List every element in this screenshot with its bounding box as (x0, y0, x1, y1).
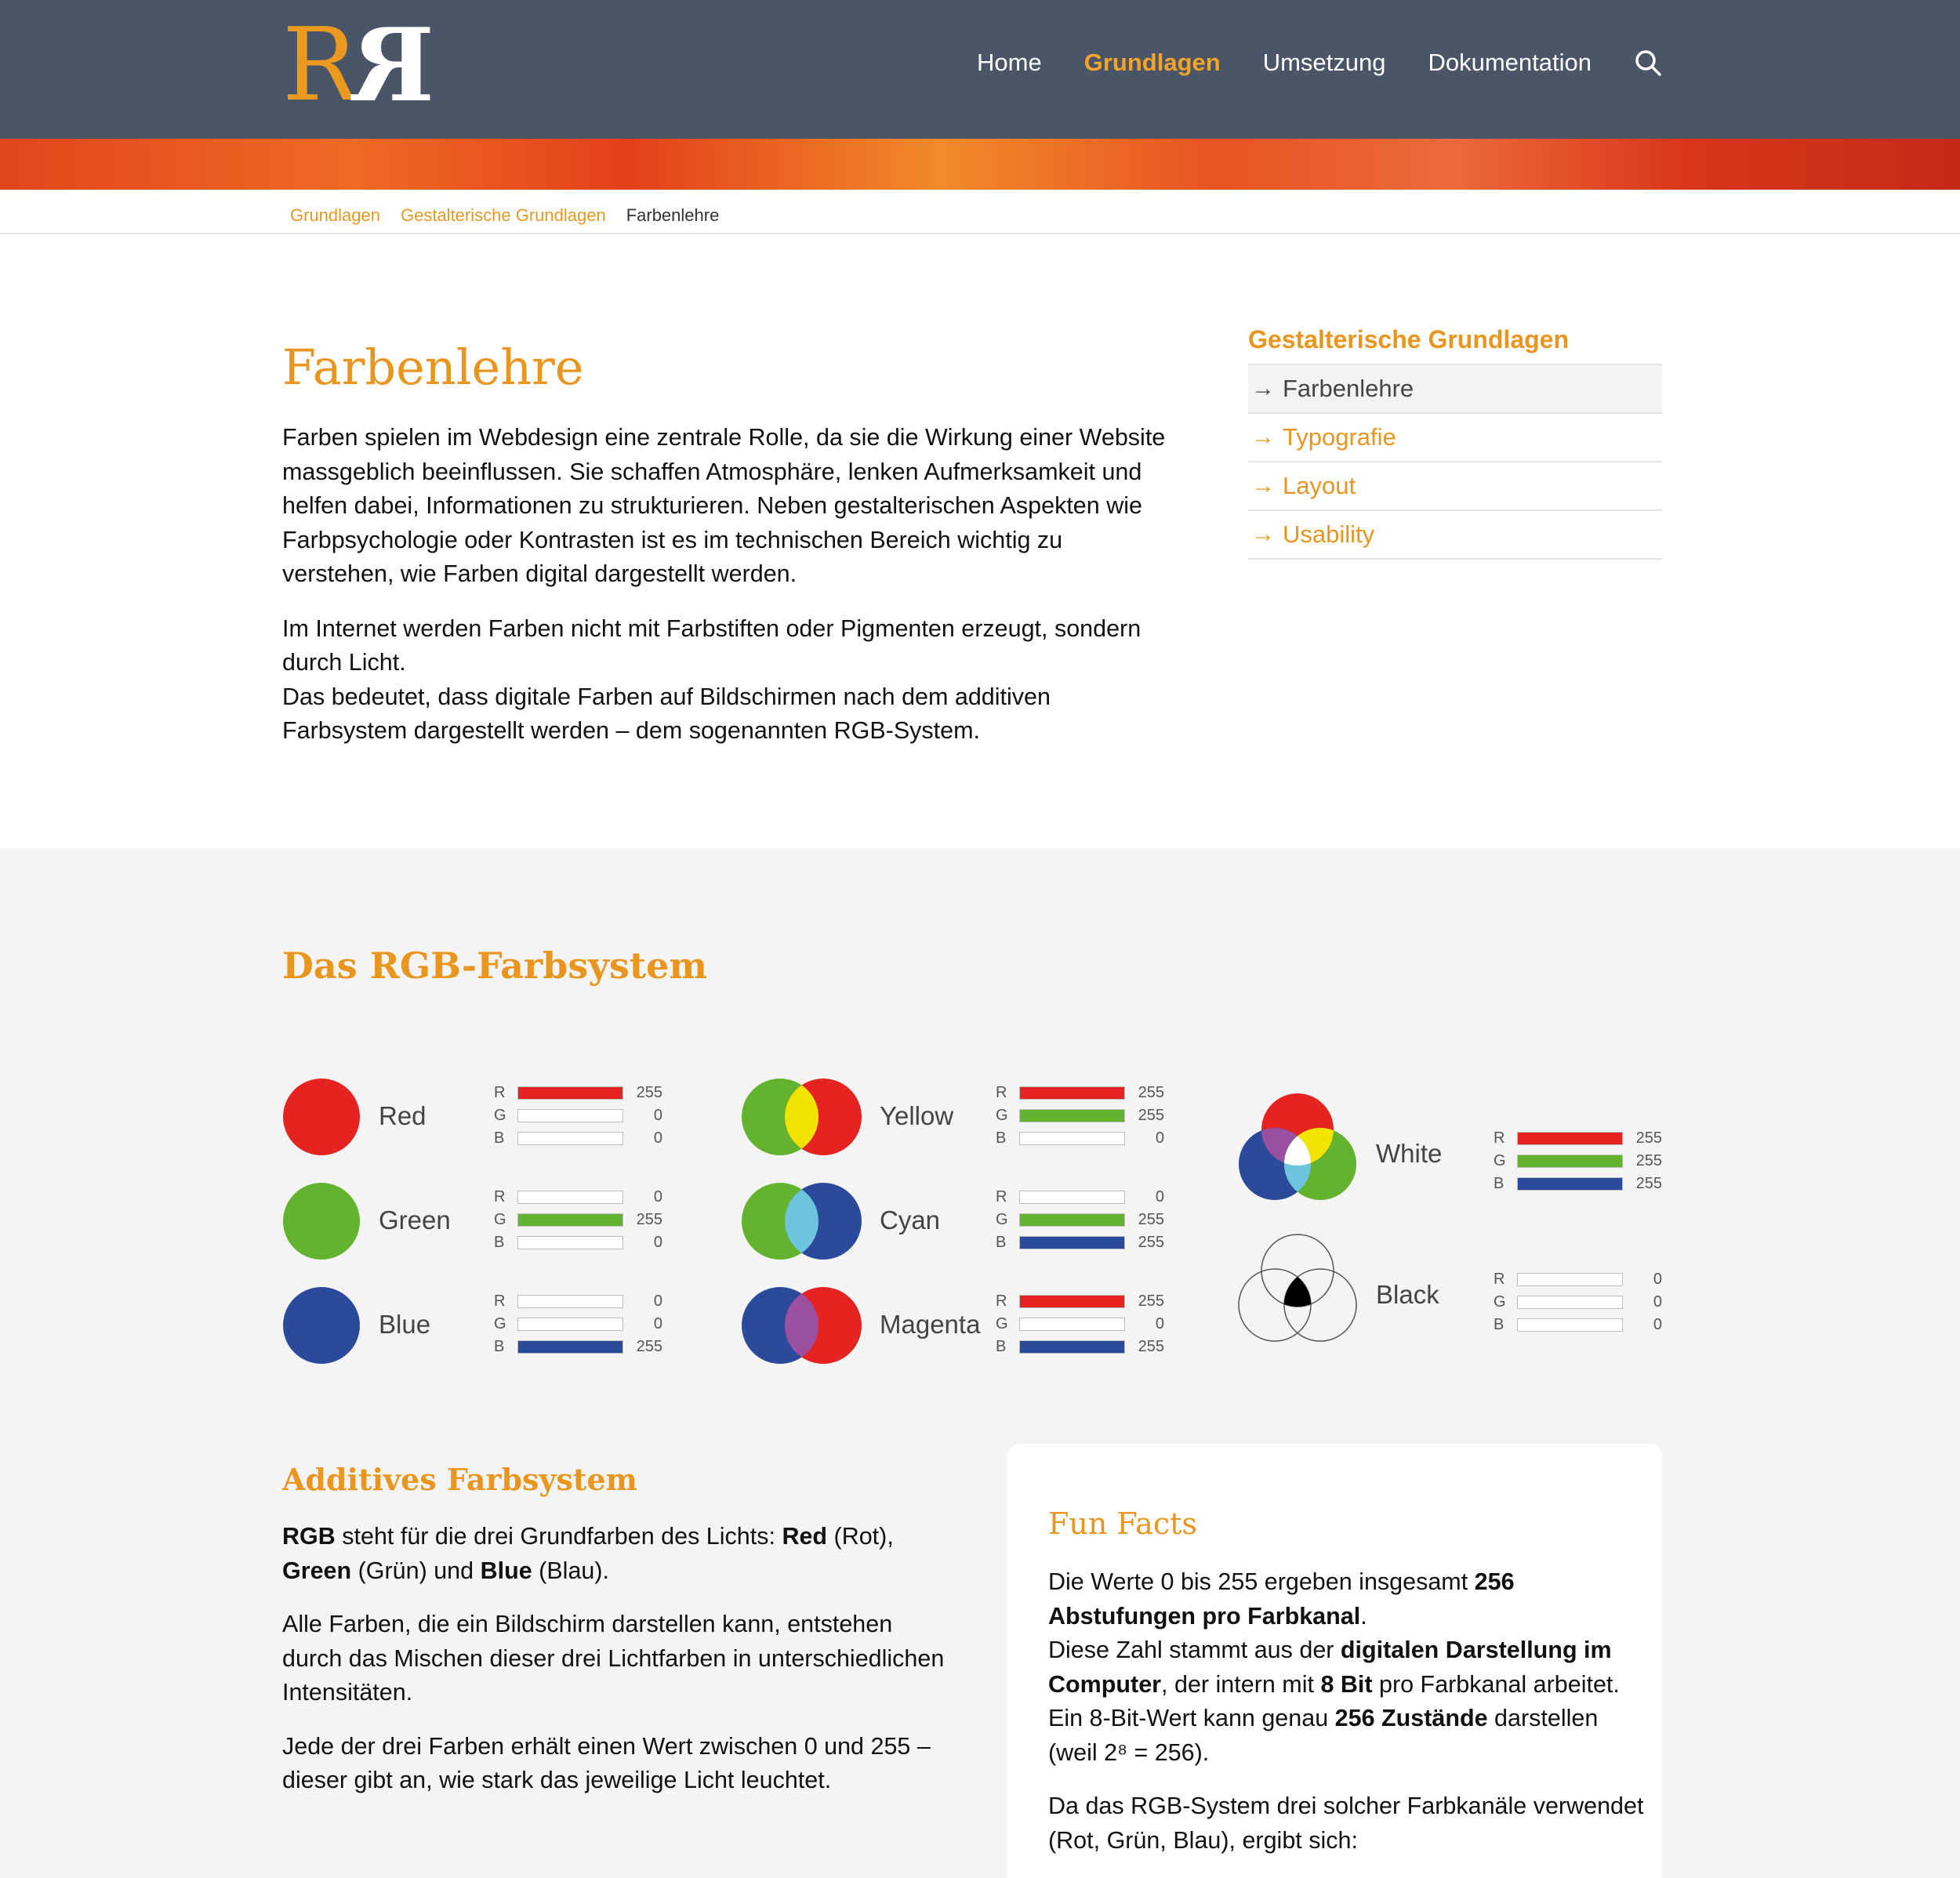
white-label: White (1376, 1139, 1443, 1168)
yellow-rgb-values (996, 1082, 1164, 1150)
intro-paragraph-2 (282, 612, 1168, 749)
logo-letter-right: R (351, 7, 435, 125)
channel-value: 255 (636, 1084, 662, 1101)
nav-umsetzung[interactable]: Umsetzung (1262, 49, 1386, 76)
channel-label: B (1494, 1175, 1504, 1192)
main-nav (977, 49, 1662, 77)
sidebar-nav (1248, 325, 1662, 560)
channel-label: B (996, 1129, 1007, 1147)
channel-bar (1019, 1295, 1125, 1308)
channel-value: 255 (1635, 1152, 1662, 1169)
channel-bar (1517, 1296, 1623, 1309)
channel-label: G (494, 1107, 506, 1124)
site-logo[interactable] (282, 7, 435, 125)
red-swatch-icon (282, 1078, 361, 1156)
channel-value: 255 (1138, 1234, 1164, 1251)
channel-bar (517, 1236, 623, 1249)
arrow-right-icon: → (1251, 375, 1275, 401)
arrow-right-icon: → (1251, 473, 1275, 499)
sidebar-item-farbenlehre[interactable] (1248, 364, 1662, 412)
green-rgb-values (494, 1186, 662, 1254)
channel-label: G (494, 1315, 506, 1332)
nav-home[interactable]: Home (977, 49, 1042, 76)
channel-value: 0 (1653, 1293, 1662, 1311)
channel-bar (517, 1191, 623, 1204)
additive-paragraph-1: RGB steht für die drei Grundfarben des Lichts: Red (Rot), Green (Grün) und Blue (Blau). (282, 1523, 894, 1584)
channel-label: G (1494, 1152, 1506, 1169)
fun-facts-paragraph-2: Da das RGB-System drei solcher Farbkanäle verwendet (Rot, Grün, Blau), ergibt sich: (1048, 1793, 1644, 1854)
cyan-rgb-values (996, 1186, 1164, 1254)
channel-label: G (996, 1211, 1008, 1228)
channel-bar (1019, 1109, 1125, 1122)
channel-bar (1019, 1236, 1125, 1249)
sidebar-item-label: Usability (1283, 520, 1375, 548)
channel-value: 255 (1138, 1292, 1164, 1310)
channel-bar (1019, 1340, 1125, 1354)
red-label: Red (379, 1101, 426, 1130)
blue-rgb-values (494, 1290, 662, 1358)
channel-label: G (996, 1107, 1008, 1124)
channel-bar (1019, 1086, 1125, 1100)
channel-bar (517, 1340, 623, 1354)
channel-label: R (996, 1084, 1007, 1101)
fun-facts-title: Fun Facts (1048, 1506, 1197, 1541)
channel-value: 0 (653, 1315, 662, 1332)
channel-label: R (494, 1188, 506, 1205)
section-title-rgb: Das RGB-Farbsystem (282, 944, 708, 987)
channel-value: 255 (1138, 1084, 1164, 1101)
channel-bar (517, 1318, 623, 1331)
breadcrumb-current: Farbenlehre (626, 205, 720, 225)
black-swatch-icon (1237, 1233, 1363, 1350)
sidebar-item-label: Layout (1283, 472, 1356, 499)
sidebar-divider (1248, 558, 1662, 560)
channel-bar (1517, 1318, 1623, 1332)
channel-value: 0 (1155, 1188, 1164, 1205)
channel-label: R (1494, 1271, 1505, 1288)
breadcrumb-divider (0, 233, 1960, 234)
channel-value: 0 (653, 1107, 662, 1124)
white-swatch-icon (1237, 1092, 1363, 1209)
logo-letter-left: R (282, 7, 358, 124)
channel-label: R (996, 1292, 1007, 1310)
arrow-right-icon: → (1251, 521, 1275, 547)
channel-bar (1517, 1273, 1623, 1286)
channel-value: 0 (1155, 1315, 1164, 1332)
sidebar-item-typografie[interactable] (1248, 412, 1662, 461)
red-rgb-values (494, 1082, 662, 1150)
channel-bar (517, 1132, 623, 1145)
channel-value: 255 (1138, 1338, 1164, 1355)
channel-value: 255 (1138, 1107, 1164, 1124)
channel-label: B (494, 1129, 505, 1147)
cyan-swatch-icon (741, 1182, 862, 1260)
channel-label: R (494, 1292, 506, 1310)
channel-bar (517, 1295, 623, 1308)
breadcrumb-grundlagen[interactable]: Grundlagen (290, 205, 380, 225)
black-label: Black (1376, 1280, 1439, 1309)
intro-line-a: Im Internet werden Farben nicht mit Farbstiften oder Pigmenten erzeugt, sondern durch Licht. (282, 615, 1142, 676)
sidebar-title[interactable]: Gestalterische Grundlagen (1248, 325, 1570, 353)
channel-label: B (494, 1234, 505, 1251)
green-swatch-icon (282, 1182, 361, 1260)
black-rgb-values (1494, 1268, 1662, 1336)
channel-label: B (996, 1234, 1007, 1251)
sidebar-item-label: Farbenlehre (1283, 375, 1414, 402)
channel-bar (1019, 1213, 1125, 1227)
channel-value: 255 (636, 1211, 662, 1228)
channel-bar (1019, 1318, 1125, 1331)
channel-bar (517, 1086, 623, 1100)
additive-paragraph-2: Alle Farben, die ein Bildschirm darstellen kann, entstehen durch das Mischen dieser drei Lichtfarben in unterschiedlichen Intensitäten. (282, 1611, 945, 1706)
channel-label: B (996, 1338, 1007, 1355)
channel-bar (1019, 1132, 1125, 1145)
section-title-additive: Additives Farbsystem (282, 1462, 637, 1497)
yellow-label: Yellow (880, 1101, 954, 1130)
channel-bar (1517, 1177, 1623, 1191)
channel-label: R (494, 1084, 506, 1101)
channel-value: 0 (653, 1188, 662, 1205)
channel-bar (1517, 1155, 1623, 1168)
arrow-right-icon: → (1251, 424, 1275, 450)
channel-label: G (1494, 1293, 1506, 1311)
channel-value: 255 (636, 1338, 662, 1355)
nav-grundlagen[interactable]: Grundlagen (1083, 49, 1221, 76)
fun-facts-paragraph-1: Die Werte 0 bis 255 ergeben insgesamt 256 Abstufungen pro Farbkanal. Diese Zahl stammt aus der digitalen Darstellung im Computer, der intern mit 8 Bit pro Farbkanal arbeitet. Ein 8-Bit-Wert kann genau 256 Zustände darstellen (weil 2⁸ = 256). (1048, 1568, 1620, 1766)
blue-swatch-icon (282, 1286, 361, 1365)
intro-line-b: Das bedeutet, dass digitale Farben auf Bildschirmen nach dem additiven Farbsystem dargestellt werden – dem sogenannten RGB-System. (282, 683, 1051, 744)
channel-value: 0 (653, 1234, 662, 1251)
channel-bar (1517, 1132, 1623, 1145)
channel-label: R (996, 1188, 1007, 1205)
channel-value: 0 (1653, 1271, 1662, 1288)
sidebar-item-layout[interactable] (1248, 461, 1662, 509)
sidebar-item-usability[interactable] (1248, 509, 1662, 558)
channel-label: B (1494, 1316, 1504, 1333)
page-title: Farbenlehre (282, 339, 584, 396)
magenta-rgb-values (996, 1290, 1164, 1358)
channel-bar (517, 1109, 623, 1122)
channel-label: G (996, 1315, 1008, 1332)
yellow-swatch-icon (741, 1078, 862, 1156)
channel-value: 0 (1155, 1129, 1164, 1147)
channel-value: 0 (653, 1129, 662, 1147)
intro-text (282, 421, 1168, 769)
magenta-label: Magenta (880, 1310, 981, 1339)
header-banner (0, 139, 1960, 190)
magenta-swatch-icon (741, 1286, 862, 1365)
channel-value: 255 (1635, 1175, 1662, 1192)
channel-value: 0 (653, 1292, 662, 1310)
additive-text (282, 1520, 956, 1818)
channel-label: R (1494, 1129, 1505, 1147)
search-icon[interactable] (1634, 49, 1662, 77)
breadcrumb (290, 205, 719, 226)
channel-bar (517, 1213, 623, 1227)
additive-paragraph-3: Jede der drei Farben erhält einen Wert zwischen 0 und 255 – dieser gibt an, wie stark das jeweilige Licht leuchtet. (282, 1732, 931, 1793)
fun-facts-body (1048, 1565, 1644, 1877)
sidebar-item-label: Typografie (1283, 423, 1396, 451)
channel-value: 255 (1635, 1129, 1662, 1147)
green-label: Green (379, 1205, 451, 1234)
channel-value: 0 (1653, 1316, 1662, 1333)
channel-value: 255 (1138, 1211, 1164, 1228)
fun-facts-card (1007, 1444, 1662, 1878)
channel-label: G (494, 1211, 506, 1228)
nav-dokumentation[interactable]: Dokumentation (1428, 49, 1592, 76)
channel-label: B (494, 1338, 505, 1355)
channel-bar (1019, 1191, 1125, 1204)
cyan-label: Cyan (880, 1205, 941, 1234)
white-rgb-values (1494, 1127, 1662, 1195)
blue-label: Blue (379, 1310, 431, 1339)
breadcrumb-gestalterische-grundlagen[interactable]: Gestalterische Grundlagen (400, 205, 606, 225)
site-header (0, 0, 1960, 139)
intro-paragraph-1: Farben spielen im Webdesign eine zentrale Rolle, da sie die Wirkung einer Website massgeblich beeinflussen. Sie schaffen Atmosphäre, lenken Aufmerksamkeit und helfen dabei, Informationen zu strukturieren. Neben gestalterischen Aspekten wie Farbpsychologie oder Kontrasten ist es im technischen Bereich wichtig zu verstehen, wie Farben digital dargestellt werden. (282, 424, 1166, 587)
